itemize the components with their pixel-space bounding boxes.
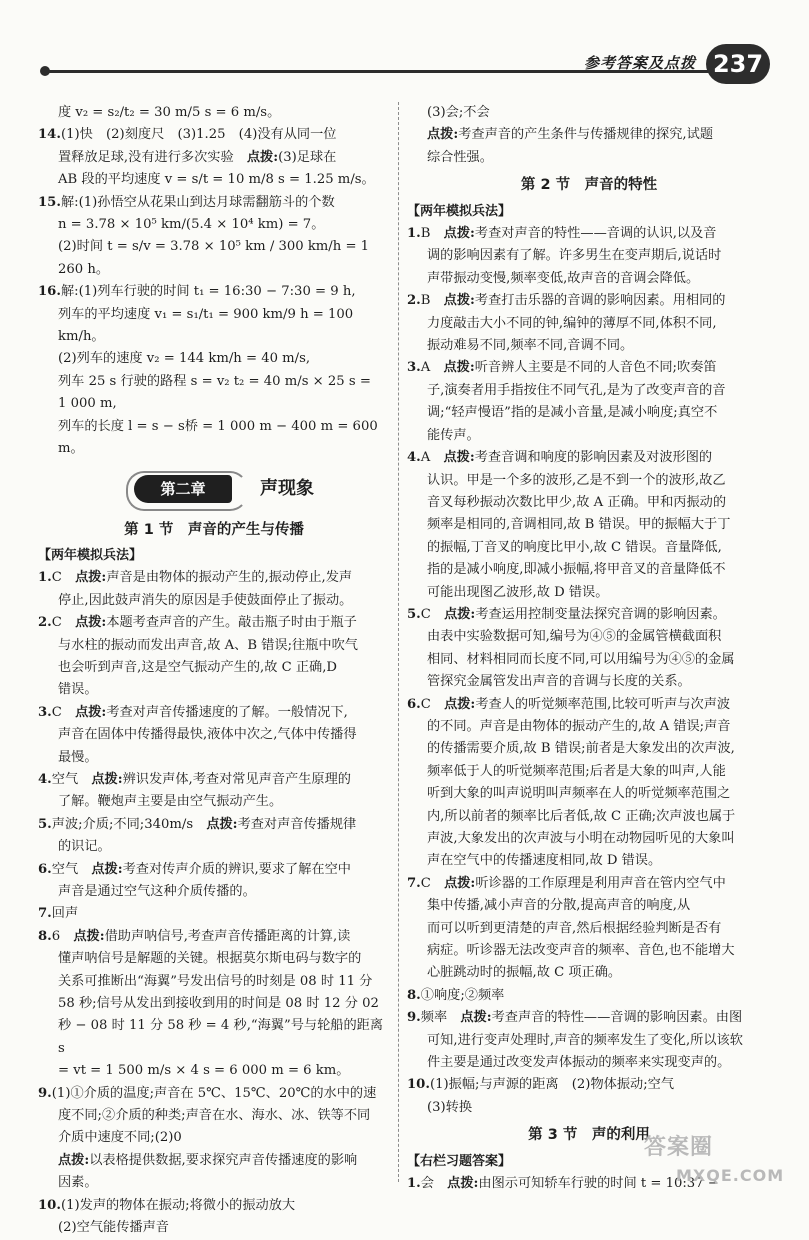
- text-line: [407, 962, 771, 984]
- line-text: 听到大象的叫声说明叫声频率在人的听觉频率范围之: [427, 786, 731, 802]
- line-text: 频率低于人的听觉频率范围;后者是大象的叫声,人能: [427, 763, 726, 779]
- line-text: (3)会;不会: [427, 105, 490, 120]
- text-line: [407, 895, 771, 917]
- right-column: [407, 102, 771, 1196]
- line-text: (1)发声的物体在振动;将微小的振动放大: [60, 1197, 296, 1213]
- hint-label: 点拨:: [206, 816, 238, 832]
- line-text: = vt = 1 500 m/s × 4 s = 6 000 m = 6 km。: [58, 1063, 350, 1079]
- line-text: 声在空气中的传播速度相同,故 D 错误。: [427, 853, 662, 869]
- hint-label: 点拨:: [460, 1010, 492, 1026]
- hint-text: 以表格提供数据,要求探究声音传播速度的影响: [89, 1152, 358, 1168]
- question-number: 6.: [38, 861, 52, 877]
- text-line: [407, 940, 771, 962]
- text-line: [407, 102, 771, 124]
- text-line: [38, 836, 390, 858]
- line-text: (2)时间 t = s/v = 3.78 × 10⁵ km / 300 km/h = 1 260 h。: [58, 239, 370, 277]
- text-line: [38, 1127, 390, 1149]
- text-line: [407, 147, 771, 169]
- text-line: [38, 124, 390, 146]
- line-text: 停止,因此鼓声消失的原因是手使鼓面停止了振动。: [58, 592, 353, 608]
- line-text: A: [420, 360, 444, 376]
- line-text: C: [51, 570, 76, 586]
- text-line: [407, 873, 771, 895]
- line-text: 管探究金属管发出声音的音调与长度的关系。: [427, 674, 691, 690]
- question-number: 9.: [38, 1085, 52, 1101]
- question-number: 3.: [38, 704, 52, 720]
- line-text: 列车的平均速度 v₁ = s₁/t₁ = 900 km/9 h = 100 km/h。: [58, 306, 354, 345]
- line-text: 频率是相同的,音调相同,故 B 错误。甲的振幅大于丁: [427, 517, 731, 533]
- hint-text: 听诊器的工作原理是利用声音在管内空气中: [475, 875, 726, 891]
- text-line: [38, 567, 390, 589]
- line-text: 因素。: [58, 1175, 98, 1191]
- text-line: [407, 604, 771, 626]
- hint-text: 考查运用控制变量法探究音调的影响因素。: [475, 606, 726, 622]
- question-number: 4.: [407, 450, 421, 466]
- text-line: [38, 679, 390, 701]
- line-text: 声波,大象发出的次声波与小明在动物园听见的大象叫: [427, 831, 735, 846]
- question-number: 6.: [407, 696, 421, 712]
- question-number: 10.: [407, 1077, 430, 1093]
- line-text: 关系可推断出“海翼”号发出信号的时刻是 08 时 11 分: [58, 973, 373, 989]
- text-line: [407, 470, 771, 492]
- text-line: [38, 1015, 390, 1060]
- hint-text: 考查对声音传播规律: [237, 816, 357, 832]
- text-line: [38, 814, 390, 836]
- text-line: [407, 1097, 771, 1119]
- line-text: 会: [420, 1176, 448, 1192]
- line-text: 由表中实验数据可知,编号为④⑤的金属管横截面积: [427, 629, 722, 645]
- line-text: B: [420, 226, 444, 242]
- line-text: 声音在固体中传播得最快,液体中次之,气体中传播得: [58, 727, 357, 743]
- question-number: 15.: [38, 194, 61, 210]
- hint-text: 由图示可知轿车行驶的时间 t = 10:37 −: [478, 1176, 719, 1192]
- text-line: [38, 371, 390, 393]
- section-label: 【两年模拟兵法】: [38, 547, 143, 563]
- text-line: [407, 335, 771, 357]
- chapter-title: 声现象: [260, 477, 314, 499]
- text-line: [38, 971, 390, 993]
- text-line: [38, 859, 390, 881]
- hint-text: 考查声音的产生条件与传播规律的探究,试题: [458, 127, 714, 143]
- line-text: 解:(1)列车行驶的时间 t₁ = 16:30 − 7:30 = 9 h,: [60, 284, 356, 300]
- line-text: 声波;介质;不同;340m/s: [51, 816, 207, 832]
- hint-label: 点拨:: [444, 875, 476, 891]
- line-text: 度 v₂ = s₂/t₂ = 30 m/5 s = 6 m/s。: [58, 105, 281, 120]
- text-line: [38, 1060, 390, 1082]
- line-text: 列车 25 s 行驶的路程 s = v₂ t₂ = 40 m/s × 25 s =: [58, 373, 371, 389]
- question-number: 7.: [407, 875, 421, 891]
- line-text: 的传播需要介质,故 B 错误;前者是大象发出的次声波,: [427, 741, 735, 757]
- line-text: 列车的长度 l = s − s桥 = 1 000 m − 400 m = 600 m。: [58, 418, 378, 457]
- text-line: [407, 1007, 771, 1029]
- text-line: [407, 738, 771, 760]
- line-text: C: [51, 704, 76, 720]
- text-line: [407, 1074, 771, 1096]
- line-text: 综合性强。: [427, 149, 493, 165]
- hint-text: 考查音调和响度的影响因素及对波形图的: [474, 450, 713, 466]
- text-line: [38, 192, 390, 214]
- hint-label: 点拨:: [58, 1152, 90, 1168]
- line-text: 空气: [51, 771, 92, 787]
- line-text: 内,所以前者的频率比后者低,故 C 正确;次声波也属于: [427, 808, 736, 824]
- line-text: C: [420, 696, 445, 712]
- text-line: [407, 783, 771, 805]
- hint-label: 点拨:: [91, 861, 123, 877]
- hint-text: 考查对声音传播速度的了解。一般情况下,: [106, 704, 348, 720]
- line-text: 调;“轻声慢语”指的是减小音量,是减小响度;真空不: [427, 405, 718, 421]
- line-text: 空气: [51, 861, 92, 877]
- text-line: [407, 694, 771, 716]
- line-text: 心脏跳动时的振幅,故 C 项正确。: [427, 965, 622, 981]
- text-line: [407, 582, 771, 604]
- hint-label: 点拨:: [91, 771, 123, 787]
- hint-label: 点拨:: [443, 360, 475, 376]
- running-title: 参考答案及点拨: [584, 54, 697, 72]
- column-divider: [398, 102, 399, 1182]
- text-line: [38, 948, 390, 970]
- text-line: [38, 657, 390, 679]
- line-text: 而可以听到更清楚的声音,然后根据经验判断是否有: [427, 920, 722, 936]
- line-text: 件主要是通过改变发声体振动的频率来实现变声的。: [427, 1055, 731, 1071]
- text-line: [38, 1105, 390, 1127]
- text-line: [407, 402, 771, 424]
- text-line: [38, 348, 390, 370]
- question-number: 2.: [38, 615, 52, 631]
- line-text: 病症。听诊器无法改变声音的频率、音色,也不能增大: [427, 943, 735, 959]
- line-text: 声音是通过空气这种介质传播的。: [58, 884, 256, 899]
- line-text: 音叉每秒振动次数比甲少,故 A 正确。甲和丙振动的: [427, 494, 727, 510]
- answers-block-4: [407, 223, 771, 1119]
- text-line: [38, 1217, 390, 1239]
- line-text: 相同、材料相同而长度不同,可以用编号为④⑤的金属: [427, 651, 735, 667]
- line-text: 置释放足球,没有进行多次实验: [58, 149, 247, 165]
- hint-text: 声音是由物体的振动产生的,振动停止,发声: [106, 570, 353, 586]
- question-number: 14.: [38, 127, 61, 143]
- chapter-banner: [38, 471, 390, 507]
- line-text: (3)转换: [427, 1099, 473, 1115]
- text-line: [407, 716, 771, 738]
- text-line: [38, 769, 390, 791]
- line-text: 与水柱的振动而发出声音,故 A、B 错误;往瓶中吹气: [58, 637, 358, 653]
- text-line: [407, 985, 771, 1007]
- line-text: 认识。甲是一个多的波形,乙是不到一个的波形,故乙: [427, 472, 726, 488]
- line-text: C: [51, 615, 76, 631]
- line-text: (2)列车的速度 v₂ = 144 km/h = 40 m/s,: [58, 351, 311, 367]
- line-text: 懂声呐信号是解题的关键。根据莫尔斯电码与数字的: [58, 951, 362, 967]
- hint-label: 点拨:: [427, 127, 459, 143]
- hint-label: 点拨:: [75, 704, 107, 720]
- question-number: 1.: [38, 570, 52, 586]
- question-number: 2.: [407, 293, 421, 309]
- text-line: [38, 926, 390, 948]
- hint-label: 点拨:: [75, 615, 107, 631]
- text-line: [407, 223, 771, 245]
- text-line: [38, 702, 390, 724]
- line-text: (1)①介质的温度;声音在 5℃、15℃、20℃的水中的速: [51, 1085, 377, 1101]
- line-text: 也会听到声音,这是空气振动产生的,故 C 正确,D: [58, 659, 337, 675]
- section-title: 第 3 节 声的利用: [528, 1127, 650, 1144]
- hint-label: 点拨:: [443, 450, 475, 466]
- text-line: [38, 102, 390, 124]
- question-number: 4.: [38, 771, 52, 787]
- line-text: 可能出现图乙波形,故 D 错误。: [427, 584, 609, 600]
- text-line: [407, 918, 771, 940]
- line-text: 6: [51, 928, 74, 944]
- line-text: 介质中速度不同;(2)0: [58, 1130, 182, 1146]
- line-text: 调的影响因素有了解。许多男生在变声期后,说话时: [427, 248, 722, 264]
- answers-block-3: [407, 102, 771, 169]
- text-line: [38, 1195, 390, 1217]
- text-line: [407, 380, 771, 402]
- question-number: 1.: [407, 1176, 421, 1192]
- section-label: 【两年模拟兵法】: [407, 203, 512, 219]
- text-line: [407, 514, 771, 536]
- text-line: [407, 1030, 771, 1052]
- text-line: [407, 626, 771, 648]
- page-header: [0, 0, 809, 92]
- text-line: [407, 268, 771, 290]
- text-line: [407, 559, 771, 581]
- line-text: 频率: [420, 1010, 461, 1026]
- hint-label: 点拨:: [246, 149, 279, 165]
- hint-text: 考查打击乐器的音调的影响因素。用相同的: [474, 293, 726, 309]
- line-text: 回声: [51, 906, 79, 922]
- question-number: 5.: [407, 606, 421, 622]
- watermark-logo: 答案圈: [644, 1135, 714, 1160]
- question-number: 5.: [38, 816, 52, 832]
- line-text: 的振幅,丁音叉的响度比甲小,故 C 错误。音量降低,: [427, 539, 722, 555]
- line-text: 58 秒;信号从发出到接收到用的时间是 08 时 12 分 02: [58, 996, 379, 1012]
- line-text: 可知,进行变声处理时,声音的频率发生了变化,所以该软: [427, 1032, 743, 1048]
- text-line: [38, 169, 390, 191]
- text-line: [407, 124, 771, 146]
- question-number: 10.: [38, 1197, 61, 1213]
- text-line: [407, 850, 771, 872]
- answers-block-2: [38, 567, 390, 1239]
- line-text: 了解。鞭炮声主要是由空气振动产生。: [58, 794, 283, 810]
- text-line: [407, 357, 771, 379]
- line-text: C: [420, 606, 445, 622]
- line-text: (2)空气能传播声音: [58, 1220, 169, 1236]
- text-line: [407, 537, 771, 559]
- text-line: [38, 1150, 390, 1172]
- hint-label: 点拨:: [443, 226, 475, 242]
- left-column: [38, 102, 390, 1240]
- text-line: [38, 281, 390, 303]
- line-text: 力度敲击大小不同的钟,编钟的薄厚不同,体积不同,: [427, 315, 717, 331]
- question-number: 9.: [407, 1010, 421, 1026]
- line-text: (1)快 (2)刻度尺 (3)1.25 (4)没有从同一位: [60, 127, 337, 143]
- line-text: 解:(1)孙悟空从花果山到达月球需翻筋斗的个数: [60, 194, 335, 210]
- question-number: 1.: [407, 226, 421, 242]
- line-text: 能传声。: [427, 427, 480, 443]
- text-line: [407, 425, 771, 447]
- text-line: [38, 791, 390, 813]
- text-line: [38, 236, 390, 281]
- text-line: [38, 724, 390, 746]
- line-text: 最慢。: [58, 749, 98, 765]
- line-text: C: [420, 875, 445, 891]
- text-line: [407, 649, 771, 671]
- line-text: AB 段的平均速度 v = s/t = 10 m/8 s = 1.25 m/s。: [58, 172, 375, 188]
- text-line: [407, 1052, 771, 1074]
- line-text: 声带振动变慢,频率变低,故声音的音调会降低。: [427, 270, 700, 286]
- text-line: [38, 304, 390, 349]
- line-text: 的识记。: [58, 839, 111, 855]
- line-text: A: [420, 450, 444, 466]
- hint-label: 点拨:: [443, 293, 475, 309]
- text-line: [407, 828, 771, 850]
- section-label: 【右栏习题答案】: [407, 1153, 512, 1169]
- text-line: [407, 447, 771, 469]
- line-text: 错误。: [58, 682, 98, 698]
- line-text: 度不同;②介质的种类;声音在水、海水、冰、铁等不同: [58, 1108, 371, 1124]
- line-text: 振动难易不同,频率不同,音调不同。: [427, 338, 634, 354]
- text-line: [38, 881, 390, 903]
- hint-text: 辨识发声体,考查对常见声音产生原理的: [122, 771, 351, 787]
- line-text: (1)振幅;与声源的距离 (2)物体振动;空气: [429, 1077, 675, 1093]
- line-text: n = 3.78 × 10⁵ km/(5.4 × 10⁴ km) = 7。: [58, 217, 325, 233]
- line-text: 集中传播,减小声音的分散,提高声音的响度,从: [427, 898, 691, 914]
- text-line: [38, 1083, 390, 1105]
- question-number: 8.: [407, 987, 421, 1003]
- answers-block-1: [38, 102, 390, 461]
- question-number: 7.: [38, 906, 52, 922]
- line-text: ①响度;②频率: [420, 987, 505, 1003]
- hint-text: 听音辨人主要是不同的人音色不同;吹奏笛: [474, 360, 717, 376]
- line-text: 子,演奏者用手指按住不同气孔,是为了改变声音的音: [427, 382, 726, 398]
- page-number: 237: [706, 44, 770, 84]
- hint-text: 考查对传声介质的辨识,要求了解在空中: [122, 861, 351, 877]
- text-line: [38, 416, 390, 461]
- hint-label: 点拨:: [444, 696, 476, 712]
- hint-text: 考查声音的特性——音调的影响因素。由图: [491, 1010, 743, 1026]
- text-line: [38, 903, 390, 925]
- text-line: [407, 245, 771, 267]
- hint-label: 点拨:: [447, 1176, 479, 1192]
- section-title: 第 1 节 声音的产生与传播: [124, 521, 304, 538]
- chapter-label: 第二章: [134, 475, 232, 503]
- text-line: [407, 761, 771, 783]
- line-text: 1 000 m,: [58, 396, 117, 412]
- text-line: [38, 1172, 390, 1194]
- question-number: 16.: [38, 284, 61, 300]
- text-line: [38, 747, 390, 769]
- hint-label: 点拨:: [75, 570, 107, 586]
- text-line: [407, 290, 771, 312]
- hint-text: 考查对声音的特性——音调的认识,以及音: [474, 226, 717, 242]
- section-title: 第 2 节 声音的特性: [520, 177, 658, 194]
- line-text: 的不同。声音是由物体的振动产生的,故 A 错误;声音: [427, 718, 731, 734]
- text-line: [38, 214, 390, 236]
- text-line: [38, 147, 390, 169]
- text-line: [38, 612, 390, 634]
- text-line: [38, 590, 390, 612]
- hint-label: 点拨:: [73, 928, 105, 944]
- hint-text: (3)足球在: [278, 149, 337, 165]
- text-line: [407, 806, 771, 828]
- text-line: [407, 313, 771, 335]
- text-line: [38, 635, 390, 657]
- line-text: 指的是减小响度,即减小振幅,将甲音叉的音量降低不: [427, 562, 726, 578]
- text-line: [407, 492, 771, 514]
- watermark-url: MXQE.COM: [676, 1166, 785, 1185]
- question-number: 3.: [407, 360, 421, 376]
- hint-text: 考查人的听觉频率范围,比较可听声与次声波: [475, 696, 731, 712]
- text-line: [38, 993, 390, 1015]
- text-line: [407, 671, 771, 693]
- line-text: B: [420, 293, 444, 309]
- text-line: [38, 393, 390, 415]
- hint-text: 借助声呐信号,考查声音传播距离的计算,读: [104, 928, 351, 944]
- hint-text: 本题考查声音的产生。敲击瓶子时由于瓶子: [106, 615, 357, 631]
- hint-label: 点拨:: [444, 606, 476, 622]
- line-text: 秒 − 08 时 11 分 58 秒 = 4 秒,“海翼”号与轮船的距离 s: [58, 1018, 384, 1056]
- question-number: 8.: [38, 928, 52, 944]
